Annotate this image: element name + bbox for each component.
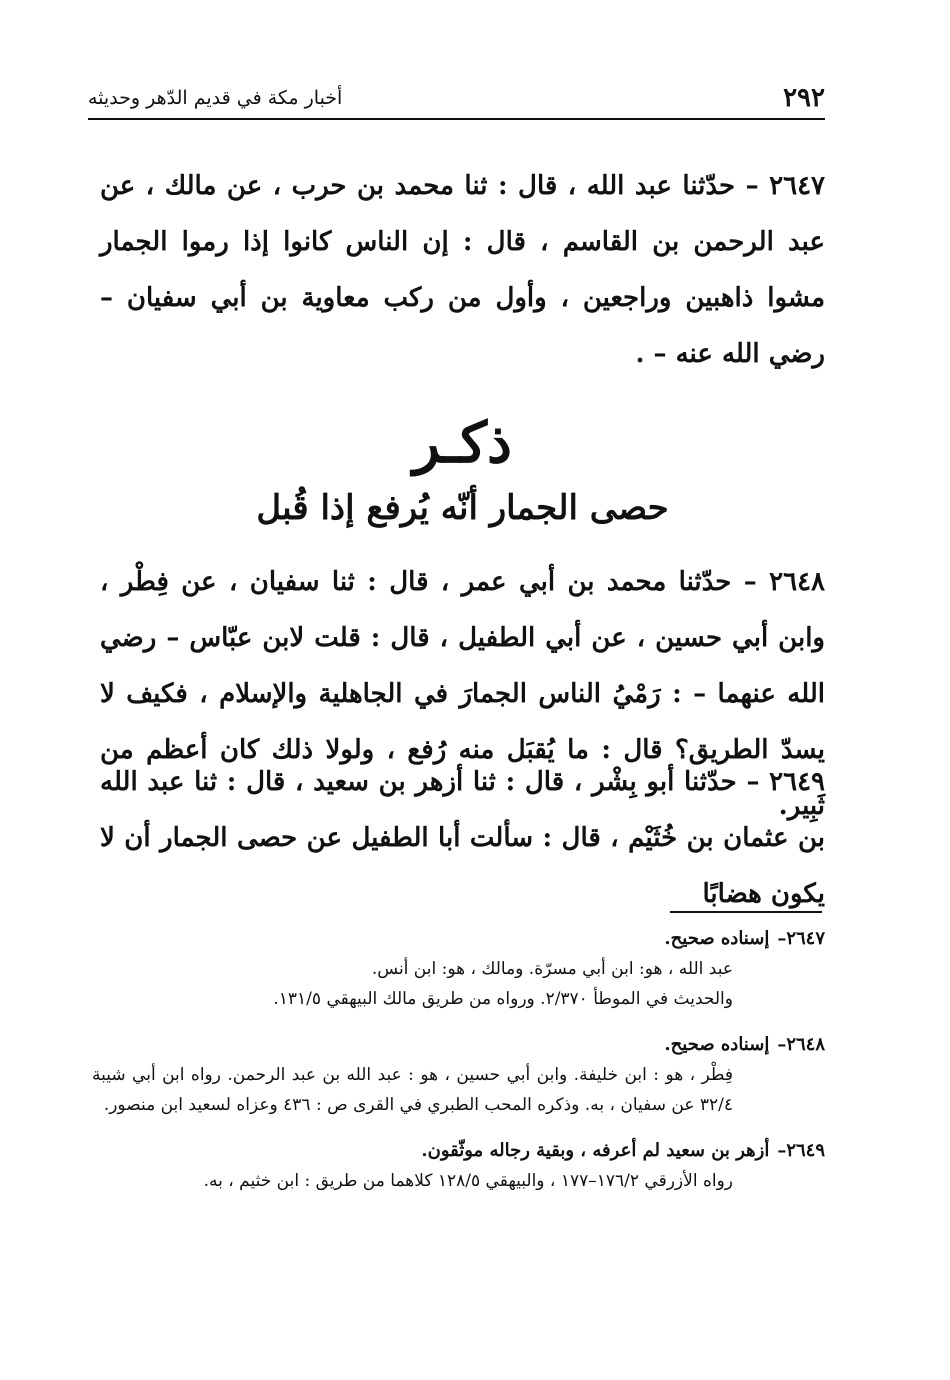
footnote-head: [92, 1030, 825, 1060]
footnote-2647: [92, 924, 825, 1014]
hadith-2647: ٢٦٤٧ – حدّثنا عبد الله ، قال : ثنا محمد بن حرب ، عن مالك ، عن عبد الرحمن بن القاسم ، قال : إن الناس كانوا إذا رموا الجمار مشوا ذاهبين وراجعين ، وأول من ركب معاوية بن أبي سفيان – رضي الله عنه – .: [100, 171, 825, 369]
section-heading: [100, 408, 825, 538]
footnotes: [92, 924, 825, 1212]
footnote-divider: [670, 911, 822, 913]
footnote-head: [92, 1136, 825, 1166]
footnote-number: ٢٦٤٧–: [777, 928, 825, 949]
footnote-line: فِطْر ، هو : ابن خليفة. وابن أبي حسين ، هو : عبد الله بن عبد الرحمن. رواه ابن أبي شيبة ٣٢/٤ عن سفيان ، به. وذكره المحب الطبري في القرى ص : ٤٣٦ وعزاه لسعيد ابن منصور.: [92, 1065, 733, 1115]
page-number: ٢٩٢: [783, 83, 825, 113]
footnote-2648: [92, 1030, 825, 1120]
footnote-head-text: إسناده صحيح.: [664, 928, 770, 949]
footnote-2649: [92, 1136, 825, 1196]
section-dhikr-label: ذكـر: [413, 410, 512, 476]
footnote-line: والحديث في الموطأ ٢/٣٧٠. ورواه من طريق مالك البيهقي ١٣١/٥.: [273, 989, 733, 1009]
footnote-head: [92, 924, 825, 954]
footnote-head-text: إسناده صحيح.: [664, 1034, 770, 1055]
footnote-number: ٢٦٤٩–: [777, 1140, 825, 1161]
section-title: حصى الجمار أنّه يُرفع إذا قُبل: [256, 488, 669, 528]
hadith-2648: ٢٦٤٨ – حدّثنا محمد بن أبي عمر ، قال : ثنا سفيان ، عن فِطْر ، وابن أبي حسين ، عن أبي الطفيل ، قال : قلت لابن عبّاس – رضي الله عنهما – : رَمْيُ الناس الجمارَ في الجاهلية والإسلام ، فكيف لا يسدّ الطريق؟ قال : ما يُقبَل منه رُفع ، ولولا ذلك كان أعظم من ثَبِير.: [100, 567, 825, 821]
footnote-head-text: أزهر بن سعيد لم أعرفه ، وبقية رجاله موثّقون.: [421, 1140, 770, 1161]
footnote-line: رواه الأزرقي ١٧٦/٢–١٧٧ ، والبيهقي ١٢٨/٥ كلاهما من طريق : ابن خثيم ، به.: [203, 1171, 733, 1191]
footnote-line: عبد الله ، هو: ابن أبي مسرّة. ومالك ، هو: ابن أنس.: [371, 959, 733, 979]
running-title: أخبار مكة في قديم الدّهر وحديثه: [88, 87, 343, 109]
footnote-number: ٢٦٤٨–: [777, 1034, 825, 1055]
page-header: [88, 78, 825, 120]
hadith-2649: ٢٦٤٩ – حدّثنا أبو بِشْر ، قال : ثنا أزهر بن سعيد ، قال : ثنا عبد الله بن عثمان بن خُثَيْم ، قال : سألت أبا الطفيل عن حصى الجمار أن لا يكون هضابًا: [100, 767, 825, 909]
